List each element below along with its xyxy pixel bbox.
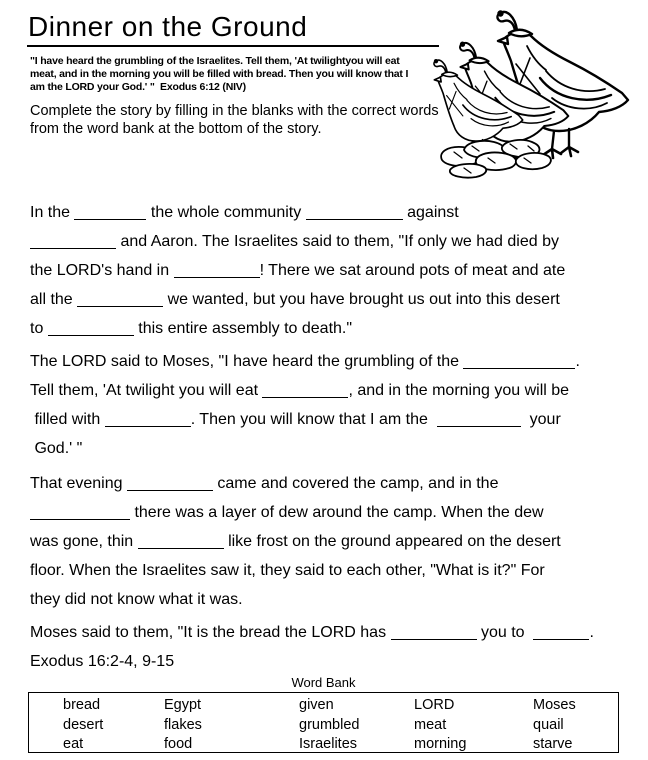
stones <box>441 140 551 178</box>
story-line: God.' " <box>30 440 83 457</box>
word-bank-word: starve <box>533 736 573 752</box>
word-bank-word: Israelites <box>299 736 358 752</box>
story-line: to this entire assembly to death." <box>30 320 353 337</box>
story-line: all the we wanted, but you have brought us out into this desert <box>30 291 560 308</box>
fill-in-blank <box>77 294 163 307</box>
word-bank-title: Word Bank <box>291 675 356 690</box>
fill-in-blank <box>30 236 116 249</box>
word-bank-box <box>28 692 619 753</box>
fill-in-blank <box>127 478 213 491</box>
word-bank-column <box>414 696 466 755</box>
word-bank-word: grumbled <box>299 716 360 733</box>
word-bank-word: meat <box>414 716 447 733</box>
word-bank-word: LORD <box>414 697 455 713</box>
word-bank-column <box>533 696 576 755</box>
fill-in-blank <box>437 414 521 427</box>
fill-in-blank <box>105 414 191 427</box>
word-bank-word: given <box>299 697 334 713</box>
story-line: Exodus 16:2-4, 9-15 <box>30 653 175 670</box>
story-line: and Aaron. The Israelites said to them, "If only we had died by <box>30 227 642 256</box>
word-bank-word: eat <box>63 736 84 752</box>
fill-in-blank <box>262 385 348 398</box>
fill-in-blank <box>48 323 134 336</box>
quote-line: "I have heard the grumbling of the Israelites. Tell them, 'At twilightyou will eat <box>30 55 400 67</box>
word-bank-word: Moses <box>533 697 576 713</box>
word-bank-word: Egypt <box>164 697 202 713</box>
story-line: there was a layer of dew around the camp. When the dew <box>30 498 642 527</box>
story-line: the LORD's hand in ! There we sat around pots of meat and ate <box>30 262 566 279</box>
fill-in-blank <box>463 356 575 369</box>
scripture-quote <box>30 55 432 94</box>
story-paragraph <box>30 469 642 614</box>
story-paragraph <box>30 618 642 676</box>
fill-in-blank <box>174 265 260 278</box>
story-line: Moses said to them, "It is the bread the LORD has you to . <box>30 624 594 641</box>
fill-in-blank <box>306 207 403 220</box>
story <box>30 198 642 676</box>
story-paragraph <box>30 198 642 343</box>
story-line: was gone, thin like frost on the ground appeared on the desert <box>30 533 561 550</box>
story-paragraph <box>30 347 642 463</box>
fill-in-blank <box>74 207 146 220</box>
word-bank-word: quail <box>533 716 564 733</box>
story-line: Tell them, 'At twilight you will eat , and in the morning you will be <box>30 382 570 399</box>
fill-in-blank <box>533 627 589 640</box>
story-line: floor. When the Israelites saw it, they said to each other, "What is it?" For <box>30 562 545 579</box>
quail-illustration <box>424 0 644 185</box>
word-bank-word: food <box>164 736 193 752</box>
fill-in-blank <box>30 507 130 520</box>
story-line: filled with . Then you will know that I am the your <box>30 411 561 428</box>
fill-in-blank <box>391 627 477 640</box>
fill-in-blank <box>138 536 224 549</box>
instructions-text <box>30 103 450 138</box>
word-bank-column <box>164 696 202 755</box>
word-bank-word: morning <box>414 736 467 752</box>
quote-line: meat, and in the morning you will be filled with bread. Then you will know that I <box>30 68 409 80</box>
instructions-line: from the word bank at the bottom of the story. <box>30 120 322 137</box>
story-line: That evening came and covered the camp, and in the <box>30 475 499 492</box>
title-rule <box>27 45 439 47</box>
word-bank-word: desert <box>63 716 104 733</box>
story-line: In the the whole community against <box>30 204 459 221</box>
word-bank-word: bread <box>63 697 101 713</box>
story-line: they did not know what it was. <box>30 591 243 608</box>
word-bank-word: flakes <box>164 716 202 733</box>
word-bank-column <box>63 696 103 755</box>
page-title: Dinner on the Ground <box>28 11 308 42</box>
quote-line: am the LORD your God.' " Exodus 6:12 (NIV) <box>30 81 246 93</box>
word-bank-column <box>299 696 359 755</box>
instructions-line: Complete the story by filling in the blanks with the correct words <box>30 103 439 119</box>
story-line: The LORD said to Moses, "I have heard the grumbling of the . <box>30 353 580 370</box>
